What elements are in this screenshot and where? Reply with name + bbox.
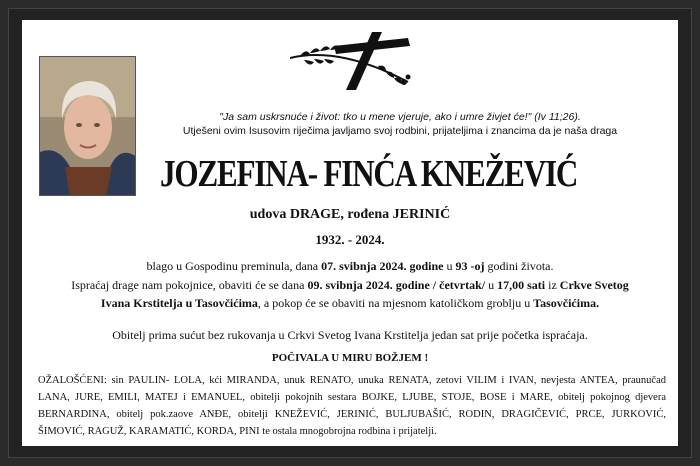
funeral-line-mid: u <box>485 278 498 292</box>
burial-place: Tasovčićima. <box>533 296 600 310</box>
funeral-line-post: iz <box>545 278 560 292</box>
death-line-post: godini života. <box>484 259 554 273</box>
burial-line-mid: , a pokop će se obaviti na mjesnom katoličkom groblju u <box>257 296 534 310</box>
condolence-line: Obitelj prima sućut bez rukovanja u Crkvi Svetog Ivana Krstitelja jedan sat prije početka ispraćaja. <box>112 328 588 342</box>
death-age: 93 -oj <box>455 259 485 273</box>
funeral-date: 09. svibnja 2024. godine / četvrtak/ <box>307 278 486 292</box>
funeral-church-a: Crkve Svetog <box>559 278 629 292</box>
bible-quote <box>140 110 660 138</box>
death-line-pre: blago u Gospodinu preminula, dana <box>146 259 322 273</box>
widow-of: udova DRAGE, rođena JERINIĆ <box>249 207 451 222</box>
death-line-mid: u <box>443 259 456 273</box>
obituary-card <box>22 20 678 446</box>
deceased-name: JOZEFINA- FINĆA KNEŽEVIĆ <box>160 153 578 195</box>
funeral-line-pre: Ispraćaj drage nam pokojnice, obaviti će se dana <box>71 278 308 292</box>
life-years: 1932. - 2024. <box>315 232 385 247</box>
funeral-line <box>22 277 678 294</box>
death-date: 07. svibnja 2024. godine <box>321 259 444 273</box>
funeral-time: 17,00 sati <box>497 278 546 292</box>
cross-with-palm-branch-icon <box>290 32 420 92</box>
intro-text: Utješeni ovim Isusovim riječima javljamo svoj rodbini, prijateljima i znancima da je naša draga <box>182 125 618 137</box>
burial-line <box>22 295 678 312</box>
mourners-list: OŽALOŠĆENI: sin PAULIN- LOLA, kći MIRANDA, unuk RENATO, unuka RENATA, zetovi VILIM i IVAN, nevjesta ANTEA, praunučad LANA, JURE, EMILI, MATEJ i EMANUEL, obitelji pokojnih sestara BOJKE, LJUBE, STOJE, BOSE i MARE, obitelj pokojnog djevera BERNARDINA, obitelj pok.zaove ANĐE, obitelji KNEŽEVIĆ, JERINIĆ, BULJUBAŠIĆ, RODIN, DRAGIČEVIĆ, PRCE, JURKOVIĆ, ŠIMOVIĆ, RAGUŽ, KARAMATIĆ, KORDA, PINI te ostala mnogobrojna rodbina i prijatelji. <box>38 375 666 437</box>
portrait-photo <box>39 56 136 196</box>
death-line <box>22 258 678 275</box>
quote-text: "Ja sam uskrsnuće i život: tko u mene vjeruje, ako i umre živjet će!" (Iv 11;26). <box>219 111 581 123</box>
rest-in-peace: POČIVALA U MIRU BOŽJEM ! <box>271 352 429 364</box>
funeral-church-b: Ivana Krstitelja u Tasovčićima <box>100 296 258 310</box>
